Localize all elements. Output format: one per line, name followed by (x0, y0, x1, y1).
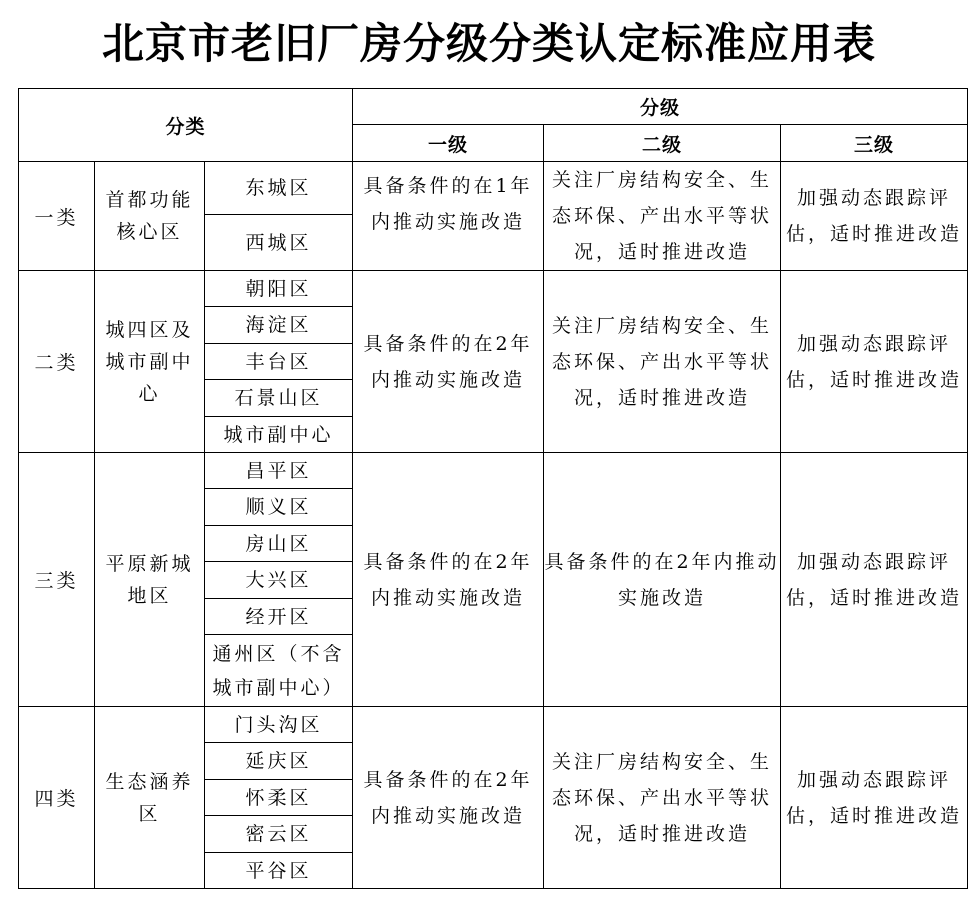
district-cell: 大兴区 (205, 562, 353, 599)
category-region: 首都功能核心区 (95, 162, 205, 271)
district-cell: 房山区 (205, 526, 353, 562)
district-cell: 城市副中心 (205, 417, 353, 453)
table-row (19, 707, 968, 743)
level1-cell: 具备条件的在1年内推动实施改造 (353, 162, 544, 271)
level3-cell: 加强动态跟踪评估，适时推进改造 (781, 707, 968, 889)
level3-cell: 加强动态跟踪评估，适时推进改造 (781, 271, 968, 453)
district-cell: 密云区 (205, 816, 353, 853)
category-region: 生态涵养区 (95, 707, 205, 889)
category-label: 一类 (19, 162, 95, 271)
header-level1: 一级 (353, 125, 544, 162)
district-cell: 朝阳区 (205, 271, 353, 307)
level1-cell: 具备条件的在2年内推动实施改造 (353, 707, 544, 889)
district-cell: 通州区（不含城市副中心） (205, 635, 353, 707)
district-cell: 昌平区 (205, 453, 353, 489)
category-region: 城四区及城市副中心 (95, 271, 205, 453)
district-cell: 石景山区 (205, 380, 353, 417)
district-cell: 顺义区 (205, 489, 353, 526)
category-label: 二类 (19, 271, 95, 453)
district-cell: 西城区 (205, 215, 353, 271)
level2-cell: 关注厂房结构安全、生态环保、产出水平等状况，适时推进改造 (544, 707, 781, 889)
level2-cell: 关注厂房结构安全、生态环保、产出水平等状况，适时推进改造 (544, 271, 781, 453)
header-grading: 分级 (353, 89, 968, 125)
category-label: 三类 (19, 453, 95, 707)
district-cell: 经开区 (205, 599, 353, 635)
header-row-top (19, 89, 968, 125)
category-region: 平原新城地区 (95, 453, 205, 707)
level3-cell: 加强动态跟踪评估，适时推进改造 (781, 453, 968, 707)
level2-cell: 关注厂房结构安全、生态环保、产出水平等状况，适时推进改造 (544, 162, 781, 271)
header-level3: 三级 (781, 125, 968, 162)
district-cell: 延庆区 (205, 743, 353, 780)
table-row (19, 271, 968, 307)
district-cell: 怀柔区 (205, 780, 353, 816)
district-cell: 丰台区 (205, 344, 353, 380)
district-cell: 东城区 (205, 162, 353, 215)
district-cell: 门头沟区 (205, 707, 353, 743)
header-classification: 分类 (19, 89, 353, 162)
level3-cell: 加强动态跟踪评估，适时推进改造 (781, 162, 968, 271)
category-label: 四类 (19, 707, 95, 889)
district-cell: 海淀区 (205, 307, 353, 344)
district-cell: 平谷区 (205, 853, 353, 889)
level1-cell: 具备条件的在2年内推动实施改造 (353, 453, 544, 707)
table-row (19, 162, 968, 215)
page-title: 北京市老旧厂房分级分类认定标准应用表 (101, 19, 876, 68)
header-level2: 二级 (544, 125, 781, 162)
table-row (19, 453, 968, 489)
level1-cell: 具备条件的在2年内推动实施改造 (353, 271, 544, 453)
level2-cell: 具备条件的在2年内推动实施改造 (544, 453, 781, 707)
standards-table (18, 88, 968, 889)
